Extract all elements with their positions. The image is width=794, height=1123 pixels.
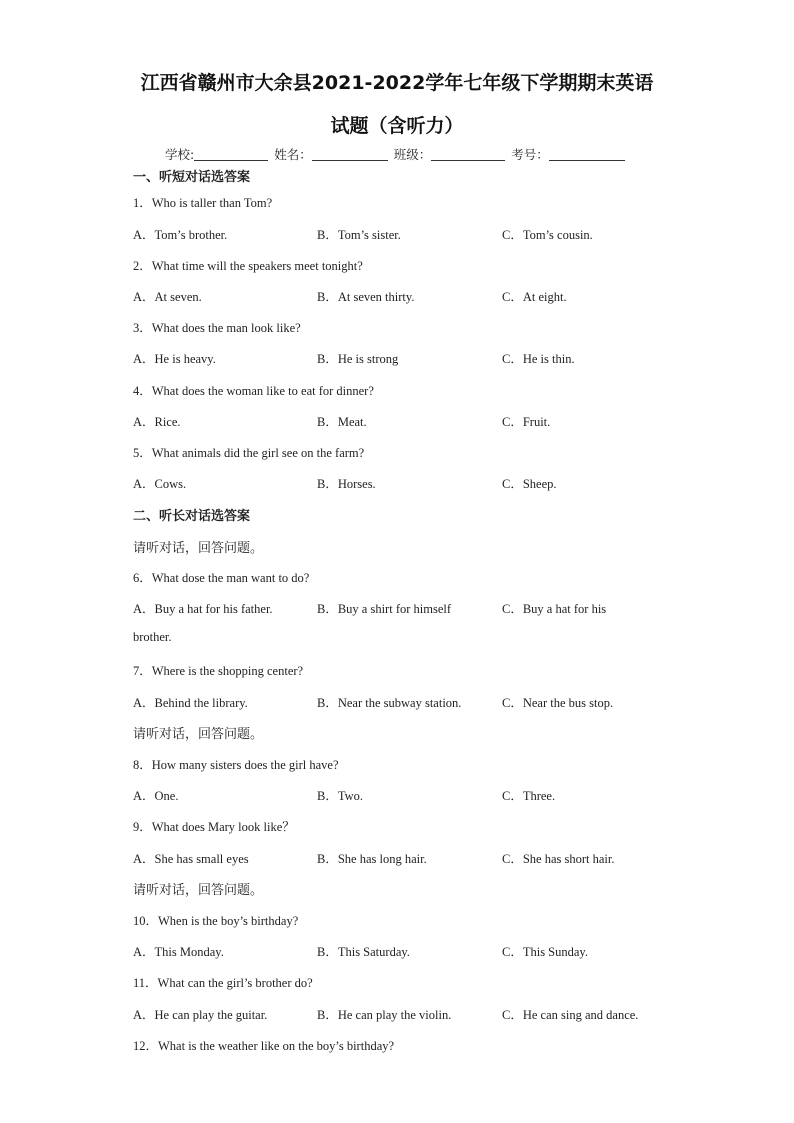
- q4-option-a: A．Rice.: [133, 415, 181, 429]
- question-7: 7．Where is the shopping center?: [133, 664, 304, 678]
- class-label: 班级：: [393, 147, 432, 162]
- question-3: 3．What does the man look like?: [133, 321, 301, 335]
- q10-option-a: A．This Monday.: [133, 945, 224, 959]
- exam-no-field[interactable]: [549, 147, 625, 161]
- class-field[interactable]: [431, 147, 505, 161]
- q9-option-a: A．She has small eyes: [133, 852, 249, 866]
- q5-option-b: B．Horses.: [317, 477, 376, 491]
- question-12: 12．What is the weather like on the boy’s birthday?: [133, 1039, 395, 1053]
- q7-option-c: C．Near the bus stop.: [502, 696, 614, 710]
- q8-option-b: B．Two.: [317, 789, 364, 803]
- question-10: 10．When is the boy’s birthday?: [133, 914, 299, 928]
- q2-option-b: B．At seven thirty.: [317, 290, 415, 304]
- q7-option-b: B．Near the subway station.: [317, 696, 462, 710]
- question-5: 5．What animals did the girl see on the farm?: [133, 446, 365, 460]
- instruction-1: 请听对话，回答问题。: [133, 541, 264, 556]
- q6-option-c-continued: brother.: [133, 630, 172, 644]
- question-6: 6．What dose the man want to do?: [133, 571, 310, 585]
- name-label: 姓名：: [274, 147, 312, 162]
- section-1-heading: 一、听短对话选答案: [133, 170, 251, 185]
- q4-option-c: C．Fruit.: [502, 415, 551, 429]
- school-field[interactable]: [194, 147, 268, 161]
- question-4: 4．What does the woman like to eat for dinner?: [133, 384, 374, 398]
- q10-option-c: C．This Sunday.: [502, 945, 588, 959]
- q6-option-a: A．Buy a hat for his father.: [133, 602, 273, 616]
- q5-option-a: A．Cows.: [133, 477, 187, 491]
- q6-option-b: B．Buy a shirt for himself: [317, 602, 452, 616]
- q3-option-a: A．He is heavy.: [133, 352, 216, 366]
- q2-option-c: C．At eight.: [502, 290, 567, 304]
- q2-option-a: A．At seven.: [133, 290, 202, 304]
- question-11: 11．What can the girl’s brother do?: [133, 976, 313, 990]
- q9-option-c: C．She has short hair.: [502, 852, 615, 866]
- q3-option-b: B．He is strong: [317, 352, 399, 366]
- q5-option-c: C．Sheep.: [502, 477, 557, 491]
- q7-option-a: A．Behind the library.: [133, 696, 248, 710]
- q6-option-c: C．Buy a hat for his: [502, 602, 607, 616]
- question-9: 9．What does Mary look like？: [133, 820, 295, 834]
- q11-option-b: B．He can play the violin.: [317, 1008, 452, 1022]
- q1-option-c: C．Tom’s cousin.: [502, 228, 593, 242]
- q1-option-a: A．Tom’s brother.: [133, 228, 228, 242]
- instruction-3: 请听对话，回答问题。: [133, 883, 264, 898]
- exam-title: 江西省赣州市大余县2021-2022学年七年级下学期期末英语: [140, 72, 654, 94]
- q8-option-a: A．One.: [133, 789, 179, 803]
- exam-no-label: 考号：: [511, 147, 549, 162]
- q10-option-b: B．This Saturday.: [317, 945, 410, 959]
- question-8: 8．How many sisters does the girl have?: [133, 758, 339, 772]
- q1-option-b: B．Tom’s sister.: [317, 228, 401, 242]
- student-info-row: [165, 145, 627, 163]
- q4-option-b: B．Meat.: [317, 415, 367, 429]
- q8-option-c: C．Three.: [502, 789, 556, 803]
- name-field[interactable]: [312, 147, 388, 161]
- q3-option-c: C．He is thin.: [502, 352, 575, 366]
- question-1: 1．Who is taller than Tom?: [133, 196, 273, 210]
- exam-subtitle: 试题（含听力）: [330, 115, 464, 137]
- section-2-heading: 二、听长对话选答案: [133, 509, 251, 524]
- q11-option-a: A．He can play the guitar.: [133, 1008, 268, 1022]
- q9-option-b: B．She has long hair.: [317, 852, 427, 866]
- school-label: 学校:: [165, 147, 195, 162]
- q11-option-c: C．He can sing and dance.: [502, 1008, 639, 1022]
- question-2: 2．What time will the speakers meet tonight?: [133, 259, 363, 273]
- instruction-2: 请听对话，回答问题。: [133, 727, 264, 742]
